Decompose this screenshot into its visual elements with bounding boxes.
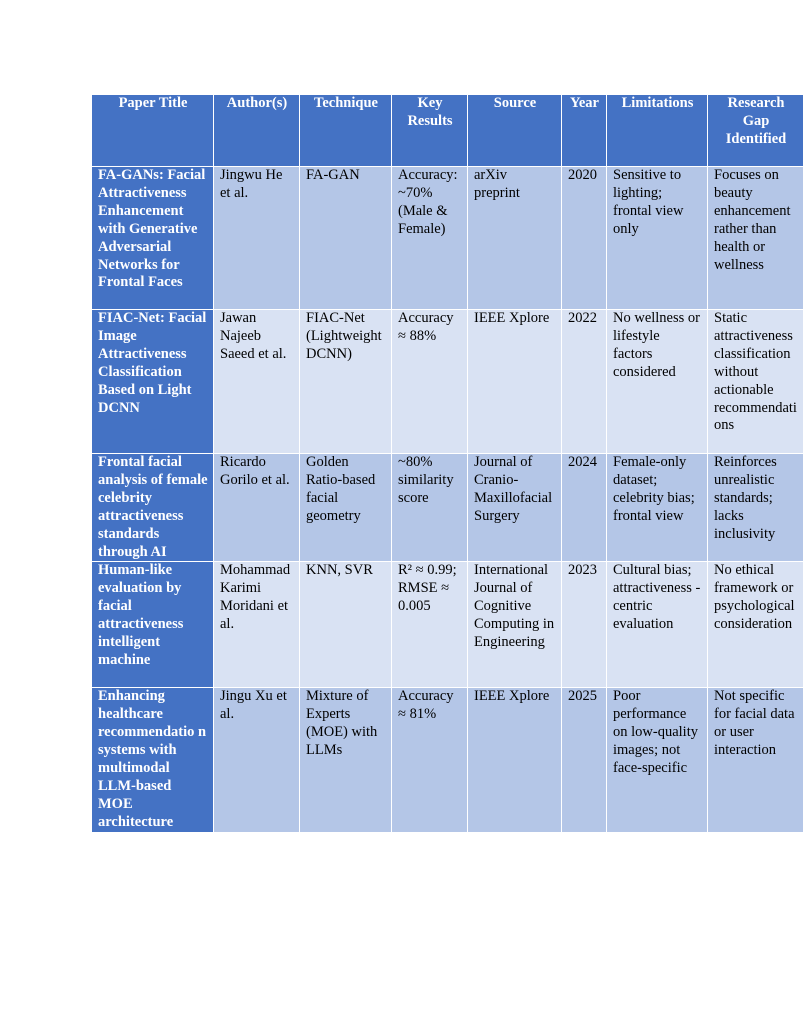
year-cell: 2020 [562, 167, 607, 310]
header-research-gap: Research Gap Identified [708, 95, 804, 167]
year-cell: 2024 [562, 454, 607, 562]
results-cell: Accuracy: ~70% (Male & Female) [392, 167, 468, 310]
source-cell: International Journal of Cognitive Computing in Engineering [468, 562, 562, 688]
source-cell: Journal of Cranio-Maxillofacial Surgery [468, 454, 562, 562]
table-row [92, 167, 804, 310]
header-technique: Technique [300, 95, 392, 167]
header-source: Source [468, 95, 562, 167]
research-gap-cell: No ethical framework or psychological consideration [708, 562, 804, 688]
year-cell: 2022 [562, 310, 607, 454]
paper-title-cell: FA-GANs: Facial Attractiveness Enhancement with Generative Adversarial Networks for Frontal Faces [92, 167, 214, 310]
authors-cell: Jingwu He et al. [214, 167, 300, 310]
authors-cell: Ricardo Gorilo et al. [214, 454, 300, 562]
header-year: Year [562, 95, 607, 167]
limitations-cell: Cultural bias; attractiveness -centric evaluation [607, 562, 708, 688]
source-cell: arXiv preprint [468, 167, 562, 310]
authors-cell: Jawan Najeeb Saeed et al. [214, 310, 300, 454]
results-cell: ~80% similarity score [392, 454, 468, 562]
paper-title-cell: Frontal facial analysis of female celebrity attractiveness standards through AI [92, 454, 214, 562]
limitations-cell: Poor performance on low-quality images; not face-specific [607, 688, 708, 832]
technique-cell: Mixture of Experts (MOE) with LLMs [300, 688, 392, 832]
research-gap-cell: Focuses on beauty enhancement rather than health or wellness [708, 167, 804, 310]
results-cell: Accuracy ≈ 88% [392, 310, 468, 454]
table-row [92, 310, 804, 454]
technique-cell: FIAC-Net (Lightweight DCNN) [300, 310, 392, 454]
table-row [92, 454, 804, 562]
results-cell: R² ≈ 0.99; RMSE ≈ 0.005 [392, 562, 468, 688]
research-gap-cell: Not specific for facial data or user interaction [708, 688, 804, 832]
results-cell: Accuracy ≈ 81% [392, 688, 468, 832]
research-gap-cell: Static attractiveness classification without actionable recommendations [708, 310, 804, 454]
limitations-cell: No wellness or lifestyle factors considered [607, 310, 708, 454]
paper-title-cell: FIAC-Net: Facial Image Attractiveness Classification Based on Light DCNN [92, 310, 214, 454]
year-cell: 2023 [562, 562, 607, 688]
table-header-row [92, 95, 804, 167]
header-authors: Author(s) [214, 95, 300, 167]
header-key-results: Key Results [392, 95, 468, 167]
technique-cell: FA-GAN [300, 167, 392, 310]
header-paper-title: Paper Title [92, 95, 214, 167]
source-cell: IEEE Xplore [468, 688, 562, 832]
research-gap-cell: Reinforces unrealistic standards; lacks inclusivity [708, 454, 804, 562]
technique-cell: KNN, SVR [300, 562, 392, 688]
source-cell: IEEE Xplore [468, 310, 562, 454]
year-cell: 2025 [562, 688, 607, 832]
technique-cell: Golden Ratio-based facial geometry [300, 454, 392, 562]
limitations-cell: Female-only dataset; celebrity bias; frontal view [607, 454, 708, 562]
paper-title-cell: Enhancing healthcare recommendatio n systems with multimodal LLM-based MOE architecture [92, 688, 214, 832]
literature-review-table [91, 94, 804, 833]
paper-title-cell: Human-like evaluation by facial attractiveness intelligent machine [92, 562, 214, 688]
header-limitations: Limitations [607, 95, 708, 167]
table-row [92, 562, 804, 688]
limitations-cell: Sensitive to lighting; frontal view only [607, 167, 708, 310]
table-row [92, 688, 804, 832]
authors-cell: Jingu Xu et al. [214, 688, 300, 832]
authors-cell: Mohammad Karimi Moridani et al. [214, 562, 300, 688]
